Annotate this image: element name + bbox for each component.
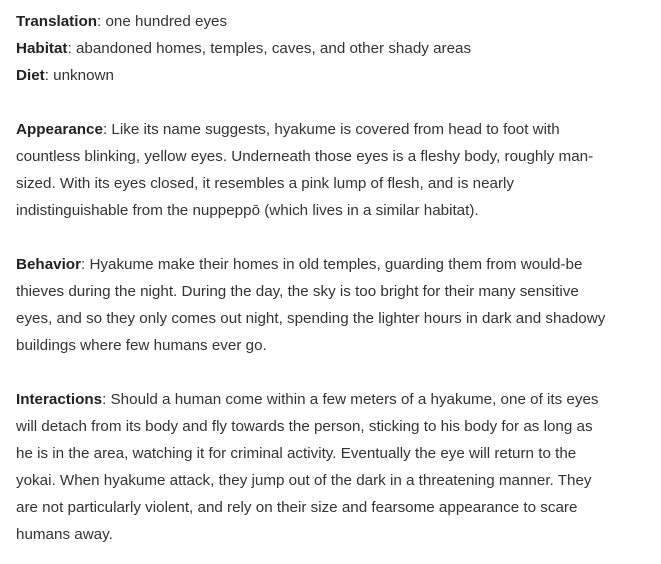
translation-row: Translation: one hundred eyes (16, 13, 228, 30)
appearance-line: indistinguishable from the nuppeppō (which lives in a similar habitat). (16, 202, 479, 219)
behavior-line: thieves during the night. During the day, the sky is too bright for their many sensitive (16, 283, 579, 300)
habitat-label: Habitat (16, 40, 68, 57)
interactions-line: are not particularly violent, and rely on their size and fearsome appearance to scare (16, 499, 578, 516)
behavior-label: Behavior (16, 256, 81, 273)
behavior-text: Hyakume make their homes in old temples, guarding them from would-be (89, 256, 583, 273)
interactions-line: he is in the area, watching it for criminal activity. Eventually the eye will return to the (16, 445, 577, 462)
appearance-text: Like its name suggests, hyakume is covered from head to foot with (111, 121, 560, 138)
appearance-paragraph (16, 116, 655, 224)
appearance-label: Appearance (16, 121, 103, 138)
habitat-value: abandoned homes, temples, caves, and other shady areas (75, 40, 472, 57)
interactions-paragraph (16, 386, 655, 548)
interactions-line: Interactions: Should a human come within a few meters of a hyakume, one of its eyes (16, 391, 599, 408)
interactions-line: will detach from its body and fly towards the person, sticking to his body for as long as (16, 418, 593, 435)
appearance-line: countless blinking, yellow eyes. Underneath those eyes is a fleshy body, roughly man- (16, 148, 594, 165)
behavior-line: eyes, and so they only comes out night, spending the lighter hours in dark and shadowy (16, 310, 606, 327)
appearance-line: sized. With its eyes closed, it resembles a pink lump of flesh, and is nearly (16, 175, 515, 192)
behavior-line: buildings where few humans ever go. (16, 337, 267, 354)
interactions-line: yokai. When hyakume attack, they jump out of the dark in a threatening manner. They (16, 472, 592, 489)
diet-row: Diet: unknown (16, 67, 114, 84)
interactions-label: Interactions (16, 391, 103, 408)
behavior-line: Behavior: Hyakume make their homes in old temples, guarding them from would-be (16, 256, 583, 273)
diet-label: Diet (16, 67, 45, 84)
interactions-text: Should a human come within a few meters of a hyakume, one of its eyes (110, 391, 599, 408)
translation-value: one hundred eyes (105, 13, 228, 30)
info-block (16, 8, 655, 89)
appearance-line: Appearance: Like its name suggests, hyakume is covered from head to foot with (16, 121, 560, 138)
habitat-row: Habitat: abandoned homes, temples, caves, and other shady areas (16, 40, 472, 57)
translation-label: Translation (16, 13, 98, 30)
diet-value: unknown (53, 67, 114, 84)
interactions-line: humans away. (16, 526, 113, 543)
behavior-paragraph (16, 251, 655, 359)
